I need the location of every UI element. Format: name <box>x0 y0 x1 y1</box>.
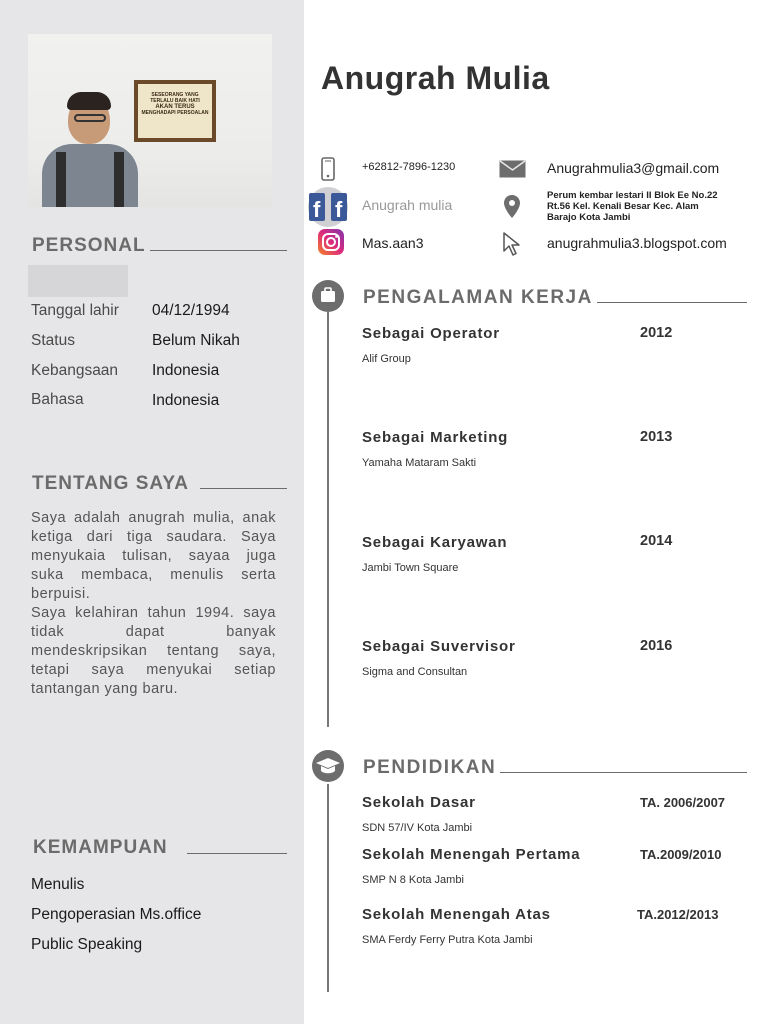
job-title: Sebagai Karyawan <box>362 534 508 551</box>
divider <box>500 772 747 773</box>
website-link[interactable]: anugrahmulia3.blogspot.com <box>547 235 727 251</box>
skill-item: Pengoperasian Ms.office <box>31 906 202 923</box>
svg-text:f: f <box>313 197 321 222</box>
status-label: Status <box>31 332 75 349</box>
profile-photo <box>28 34 272 207</box>
status-value: Belum Nikah <box>152 332 240 349</box>
school-name: SDN 57/IV Kota Jambi <box>362 822 473 834</box>
facebook-icon[interactable] <box>305 186 351 228</box>
job-year: 2012 <box>640 325 673 341</box>
job-company: Sigma and Consultan <box>362 666 468 678</box>
language-value: Indonesia <box>152 392 220 409</box>
instagram-icon[interactable] <box>317 228 345 256</box>
job-title: Sebagai Suvervisor <box>362 638 516 655</box>
graduation-cap-icon <box>312 750 344 782</box>
education-heading: PENDIDIKAN <box>363 757 497 778</box>
birthdate-label: Tanggal lahir <box>31 302 119 319</box>
job-title: Sebagai Marketing <box>362 429 509 446</box>
email-icon <box>499 160 526 178</box>
facebook-handle[interactable]: Anugrah mulia <box>362 197 453 213</box>
about-paragraph-2: Saya kelahiran tahun 1994. saya tidak dapat banyak mendeskripsikan tentang saya, tetapi saya menyukai setiap tantangan yang baru. <box>31 605 276 697</box>
job-company: Alif Group <box>362 353 411 365</box>
about-heading: TENTANG SAYA <box>32 473 189 494</box>
school-level: Sekolah Menengah Atas <box>362 906 551 923</box>
experience-heading: PENGALAMAN KERJA <box>363 287 593 308</box>
school-year: TA.2009/2010 <box>640 847 722 862</box>
divider <box>200 488 287 489</box>
personal-heading: PERSONAL <box>32 235 146 256</box>
nationality-value: Indonesia <box>152 362 220 379</box>
skill-item: Menulis <box>31 876 85 893</box>
cursor-icon <box>502 231 524 257</box>
email-address[interactable]: Anugrahmulia3@gmail.com <box>547 160 720 176</box>
timeline-line <box>327 312 329 727</box>
skill-item: Public Speaking <box>31 936 143 953</box>
instagram-handle[interactable]: Mas.aan3 <box>362 235 424 251</box>
address: Perum kembar lestari II Blok Ee No.22 Rt.56 Kel. Kenali Besar Kec. Alam Barajo Kota Jambi <box>547 190 718 223</box>
divider <box>150 250 287 251</box>
job-title: Sebagai Operator <box>362 325 500 342</box>
job-company: Yamaha Mataram Sakti <box>362 457 477 469</box>
birthdate-value: 04/12/1994 <box>152 302 230 319</box>
svg-text:f: f <box>335 197 343 222</box>
school-year: TA.2012/2013 <box>637 907 719 922</box>
wall-frame: SESEORANG YANG TERLALU BAIK HATI AKAN TERUS MENGHADAPI PERSOALAN <box>134 80 216 142</box>
job-year: 2014 <box>640 533 673 549</box>
placeholder-box <box>28 265 128 297</box>
job-year: 2013 <box>640 429 673 445</box>
language-label: Bahasa <box>31 391 84 408</box>
about-paragraph-1: Saya adalah anugrah mulia, anak ketiga dari tiga saudara. Saya menyukaia tulisan, sayaa juga suka membaca, menulis serta berpuisi. <box>31 510 276 602</box>
school-level: Sekolah Menengah Pertama <box>362 846 581 863</box>
full-name: Anugrah Mulia <box>321 60 550 96</box>
school-name: SMP N 8 Kota Jambi <box>362 874 464 886</box>
school-year: TA. 2006/2007 <box>640 795 726 810</box>
timeline-line <box>327 784 329 992</box>
school-level: Sekolah Dasar <box>362 794 476 811</box>
phone-icon <box>321 157 335 181</box>
job-year: 2016 <box>640 638 673 654</box>
job-company: Jambi Town Square <box>362 562 459 574</box>
skills-heading: KEMAMPUAN <box>33 837 168 858</box>
about-text <box>31 509 276 699</box>
nationality-label: Kebangsaan <box>31 362 119 379</box>
briefcase-icon <box>312 280 344 312</box>
school-name: SMA Ferdy Ferry Putra Kota Jambi <box>362 934 533 946</box>
divider <box>187 853 287 854</box>
divider <box>597 302 747 303</box>
location-icon <box>503 194 521 219</box>
phone-number: +62812-7896-1230 <box>362 161 456 173</box>
